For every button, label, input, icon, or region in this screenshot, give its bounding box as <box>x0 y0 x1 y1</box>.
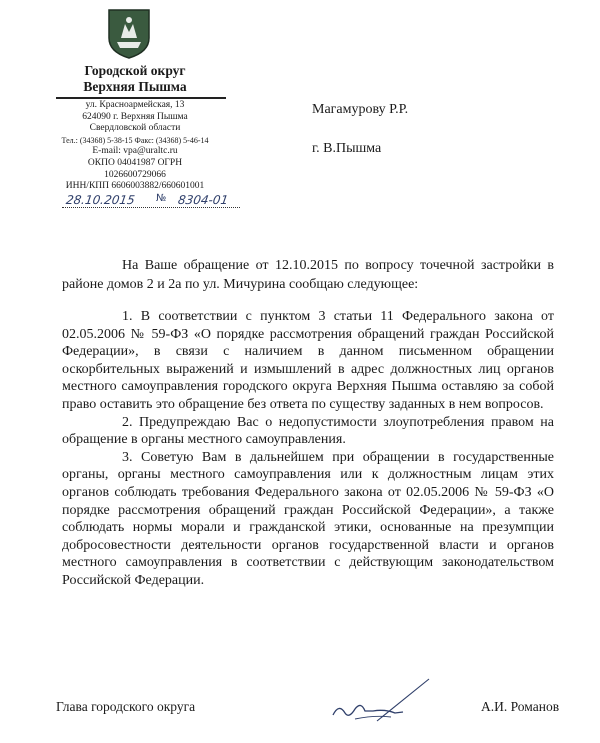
handwritten-signature-icon <box>325 675 435 725</box>
email: E-mail: vpa@uraltc.ru <box>92 146 178 157</box>
paragraph-2: 2. Предупреждаю Вас о недопустимости злоупотребления правом на обращение в органы местного самоуправления. <box>62 414 554 448</box>
registration-stamp <box>62 190 242 210</box>
registration-date: 28.10.2015 <box>65 193 136 207</box>
org-line-1: Городской округ <box>84 63 186 78</box>
header-divider <box>56 97 226 99</box>
ogrn-number: 1026600729066 <box>104 169 166 180</box>
signer-position: Глава городского округа <box>56 699 196 714</box>
paragraph-3: 3. Советую Вам в дальнейшем при обращении в государственные органы, органы местного самоуправления или к должностным лицам этих органов соблюдать требования Федерального закона от 02.05.2006 № 59-ФЗ «О порядке рассмотрения обращений граждан Российской Федерации», а также соблюдать нормы морали и гражданской этики, основанные на презумпции добросовестности деятельности органов государственной власти и органов местного самоуправления в соответствии с действующим законодательством Российской Федерации. <box>62 449 554 588</box>
contact-block <box>40 100 230 193</box>
recipient-city: г. В.Пышма <box>312 141 382 156</box>
registration-number: 8304-01 <box>177 193 230 207</box>
phone-fax: Тел.: (34368) 5-38-15 Факс: (34368) 5-46-14 <box>61 135 209 145</box>
coat-of-arms-icon <box>107 8 151 60</box>
organization-name <box>60 63 210 95</box>
letter-body <box>62 308 554 590</box>
registration-no-mark: № <box>156 193 167 204</box>
org-line-2: Верхняя Пышма <box>83 79 187 94</box>
paragraph-1: 1. В соответствии с пунктом 3 статьи 11 Федерального закона от 02.05.2006 № 59-ФЗ «О порядке рассмотрения обращений граждан Российской Федерации», в связи с наличием в данном письменном обращении оскорбительных выражений и измышлений в адрес должностных лиц органов местного самоуправления городского округа Верхняя Пышма оставляю за собой право оставить это обращение без ответа по существу заданных в нем вопросов. <box>62 309 554 412</box>
address-region: Свердловской области <box>89 123 181 134</box>
address-street: ул. Красноармейская, 13 <box>85 100 185 110</box>
registration-underline <box>62 207 240 209</box>
signer-name: А.И. Романов <box>481 699 560 714</box>
recipient-name: Магамурову Р.Р. <box>312 102 409 117</box>
recipient-block <box>312 101 408 157</box>
address-city: 624090 г. Верхняя Пышма <box>82 111 188 122</box>
letter-intro: На Ваше обращение от 12.10.2015 по вопросу точечной застройки в районе домов 2 и 2а по ул. Мичурина сообщаю следующее: <box>62 258 554 292</box>
okpo-ogrn: ОКПО 04041987 ОГРН <box>87 157 183 168</box>
inn-kpp: ИНН/КПП 6606003882/660601001 <box>65 181 205 192</box>
